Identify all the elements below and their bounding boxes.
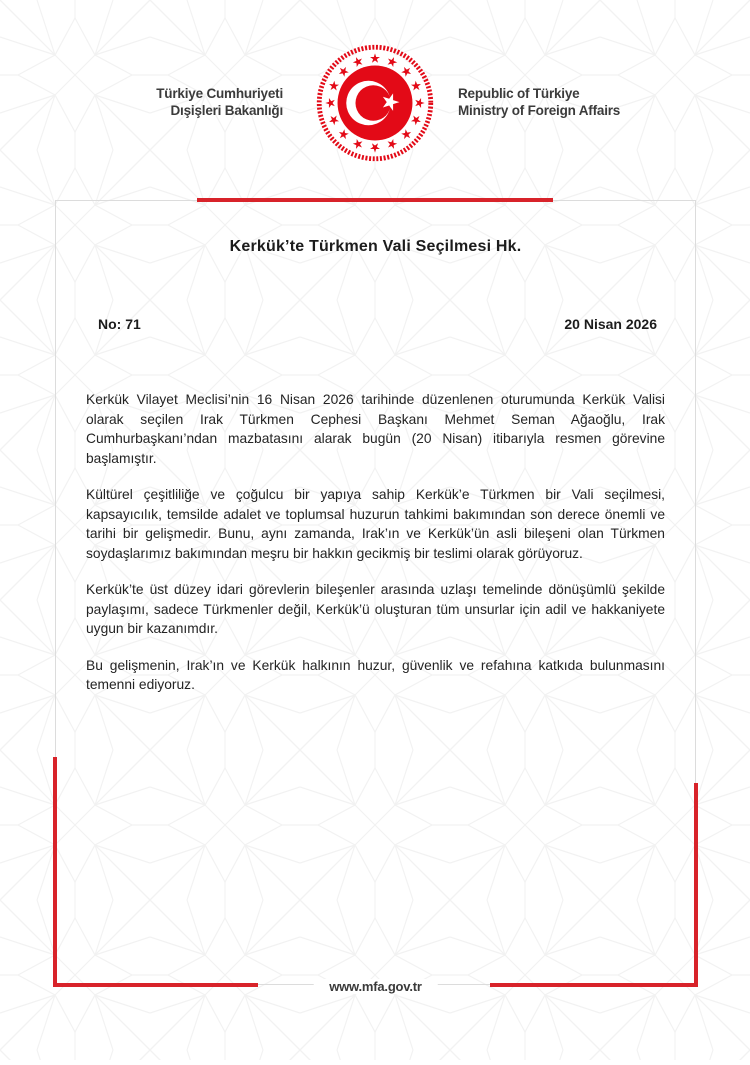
paragraph: Bu gelişmenin, Irak’ın ve Kerkük halkının huzur, güvenlik ve refahına katkıda bulunmasını temenni ediyoruz.	[86, 657, 665, 692]
release-date: 20 Nisan 2026	[564, 316, 657, 332]
left-red-accent-line	[53, 757, 57, 987]
ministry-name-en-line2: Ministry of Foreign Affairs	[458, 103, 621, 118]
ministry-name-english	[458, 85, 620, 119]
ministry-name-turkish	[0, 85, 283, 119]
right-red-accent-line	[694, 783, 698, 987]
document-meta-row	[98, 316, 657, 332]
paragraph: Kerkük’te üst düzey idari görevlerin bileşenler arasında uzlaşı temelinde dönüşümlü şekilde paylaşımı, sadece Türkmenler değil, Kerkük’ü oluşturan tüm unsurlar için adil ve hakkaniyete uygun bir kazanımdır.	[86, 582, 665, 636]
website-url: www.mfa.gov.tr	[313, 979, 438, 994]
document-body	[86, 390, 665, 695]
paragraph: Kerkük Vilayet Meclisi’nin 16 Nisan 2026 tarihinde düzenlenen oturumunda Kerkük Valisi olarak seçilen Irak Türkmen Cephesi Başkanı Mehmet Seman Ağaoğlu, Irak Cumhurbaşkanı’ndan mazbatasını alarak bugün (20 Nisan) itibarıyla resmen görevine başlamıştır.	[86, 392, 665, 466]
press-release-frame	[55, 200, 696, 994]
top-red-accent-line	[197, 198, 553, 202]
bottom-right-red-accent-line	[490, 983, 698, 987]
paragraph: Kültürel çeşitliliğe ve çoğulcu bir yapıya sahip Kerkük’e Türkmen bir Vali seçilmesi, kapsayıcılık, temsilde adalet ve toplumsal huzurun tahkimi bakımından son derece önemli ve tarihi bir gelişmedir. Bunu, aynı zamanda, Irak’ın ve Kerkük’ün asli bileşeni olan Türkmen soydaşlarımız bakımından meşru bir hakkın gecikmiş bir teslimi olarak görüyoruz.	[86, 487, 665, 561]
bottom-left-red-accent-line	[53, 983, 258, 987]
page-title: Kerkük’te Türkmen Vali Seçilmesi Hk.	[229, 238, 522, 255]
release-number: No: 71	[98, 316, 141, 332]
ministry-name-en-line1: Republic of Türkiye	[458, 86, 580, 101]
ministry-name-tr-line1: Türkiye Cumhuriyeti	[156, 86, 283, 101]
mfa-seal-icon	[314, 42, 436, 164]
ministry-name-tr-line2: Dışişleri Bakanlığı	[170, 103, 283, 118]
